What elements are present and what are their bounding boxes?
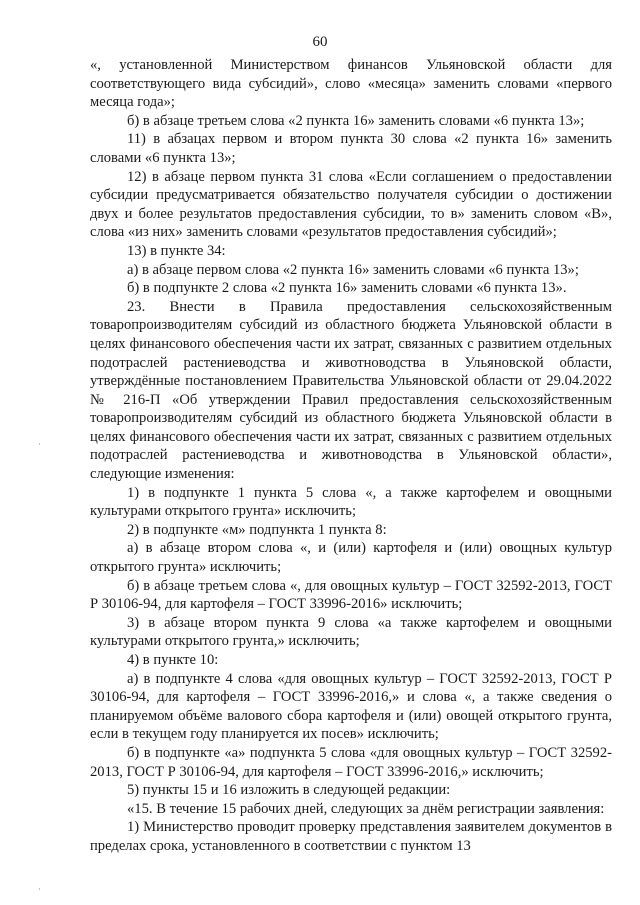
- paragraph: 13) в пункте 34:: [127, 242, 226, 259]
- paragraph: 1) Министерство проводит проверку представления заявителем документов в пределах срока, установленного в соответствии с пунктом 13: [90, 819, 612, 854]
- scan-mark: ·: [38, 885, 41, 894]
- paragraph: 3) в абзаце втором пункта 9 слова «а также картофелем и овощными культурами открытого грунта,» исключить;: [90, 614, 612, 650]
- paragraph: 11) в абзацах первом и втором пункта 30 слова «2 пункта 16» заменить словами «6 пункта 13»;: [90, 131, 612, 166]
- paragraph: 23. Внести в Правила предоставления сельскохозяйственным товаропроизводителям субсидий из областного бюджета Ульяновской области в целях финансового обеспечения части их затрат, связанных с развитием отдельных подотраслей растениеводства и животноводства в Ульяновской области, утверждённые постановлением Правительства Ульяновской области от 29.04.2022 № 216-П «Об утверждении Правил предоставления сельскохозяйственным товаропроизводителям субсидий из областного бюджета Ульяновской области в целях финансового обеспечения части их затрат, связанных с развитием отдельных подотраслей растениеводства и животноводства в Ульяновской области», следующие изменения:: [90, 298, 612, 483]
- paragraph: а) в абзаце втором слова «, и (или) картофеля и (или) овощных культур открытого грунта» исключить;: [90, 540, 612, 576]
- paragraph: б) в абзаце третьем слова «, для овощных культур – ГОСТ 32592-2013, ГОСТ Р 30106-94, для картофеля – ГОСТ 33996-2016» исключить;: [90, 577, 612, 613]
- paragraph: «15. В течение 15 рабочих дней, следующих за днём регистрации заявления:: [127, 800, 605, 817]
- paragraph: 1) в подпункте 1 пункта 5 слова «, а также картофелем и овощными культурами открытого грунта» исключить;: [90, 484, 612, 520]
- paragraph: 2) в подпункте «м» подпункта 1 пункта 8:: [127, 521, 387, 538]
- document-body: [90, 56, 612, 856]
- paragraph: а) в абзаце первом слова «2 пункта 16» заменить словами «6 пункта 13»;: [127, 261, 579, 278]
- paragraph: б) в подпункте 2 слова «2 пункта 16» заменить словами «6 пункта 13».: [127, 280, 567, 297]
- paragraph: б) в подпункте «а» подпункта 5 слова «для овощных культур – ГОСТ 32592-2013, ГОСТ Р 30106-94, для картофеля – ГОСТ 33996-2016,» исключить;: [90, 744, 612, 780]
- paragraph: «, установленной Министерством финансов Ульяновской области для соответствующего вида субсидий», слово «месяца» заменить словами «первого месяца года»;: [90, 57, 612, 111]
- paragraph: 4) в пункте 10:: [127, 652, 219, 668]
- page-number: 60: [312, 34, 328, 50]
- scan-mark: ·: [38, 440, 41, 449]
- paragraph: 5) пункты 15 и 16 изложить в следующей редакции:: [127, 782, 451, 799]
- paragraph: б) в абзаце третьем слова «2 пункта 16» заменить словами «6 пункта 13»;: [127, 112, 585, 129]
- paragraph: а) в подпункте 4 слова «для овощных культур – ГОСТ 32592-2013, ГОСТ Р 30106-94, для картофеля – ГОСТ 33996-2016,» и слова «, а также сведения о планируемом объёме валового сбора картофеля и (или) овощей открытого грунта, если в текущем году планируется их посев» исключить;: [90, 670, 612, 743]
- paragraph: 12) в абзаце первом пункта 31 слова «Если соглашением о предоставлении субсидии предусматривается обязательство получателя субсидии о достижении двух и более результатов предоставления субсидии, то в» заменить словом «В», слова «из них» заменить словами «результатов предоставления субсидий»;: [90, 168, 612, 241]
